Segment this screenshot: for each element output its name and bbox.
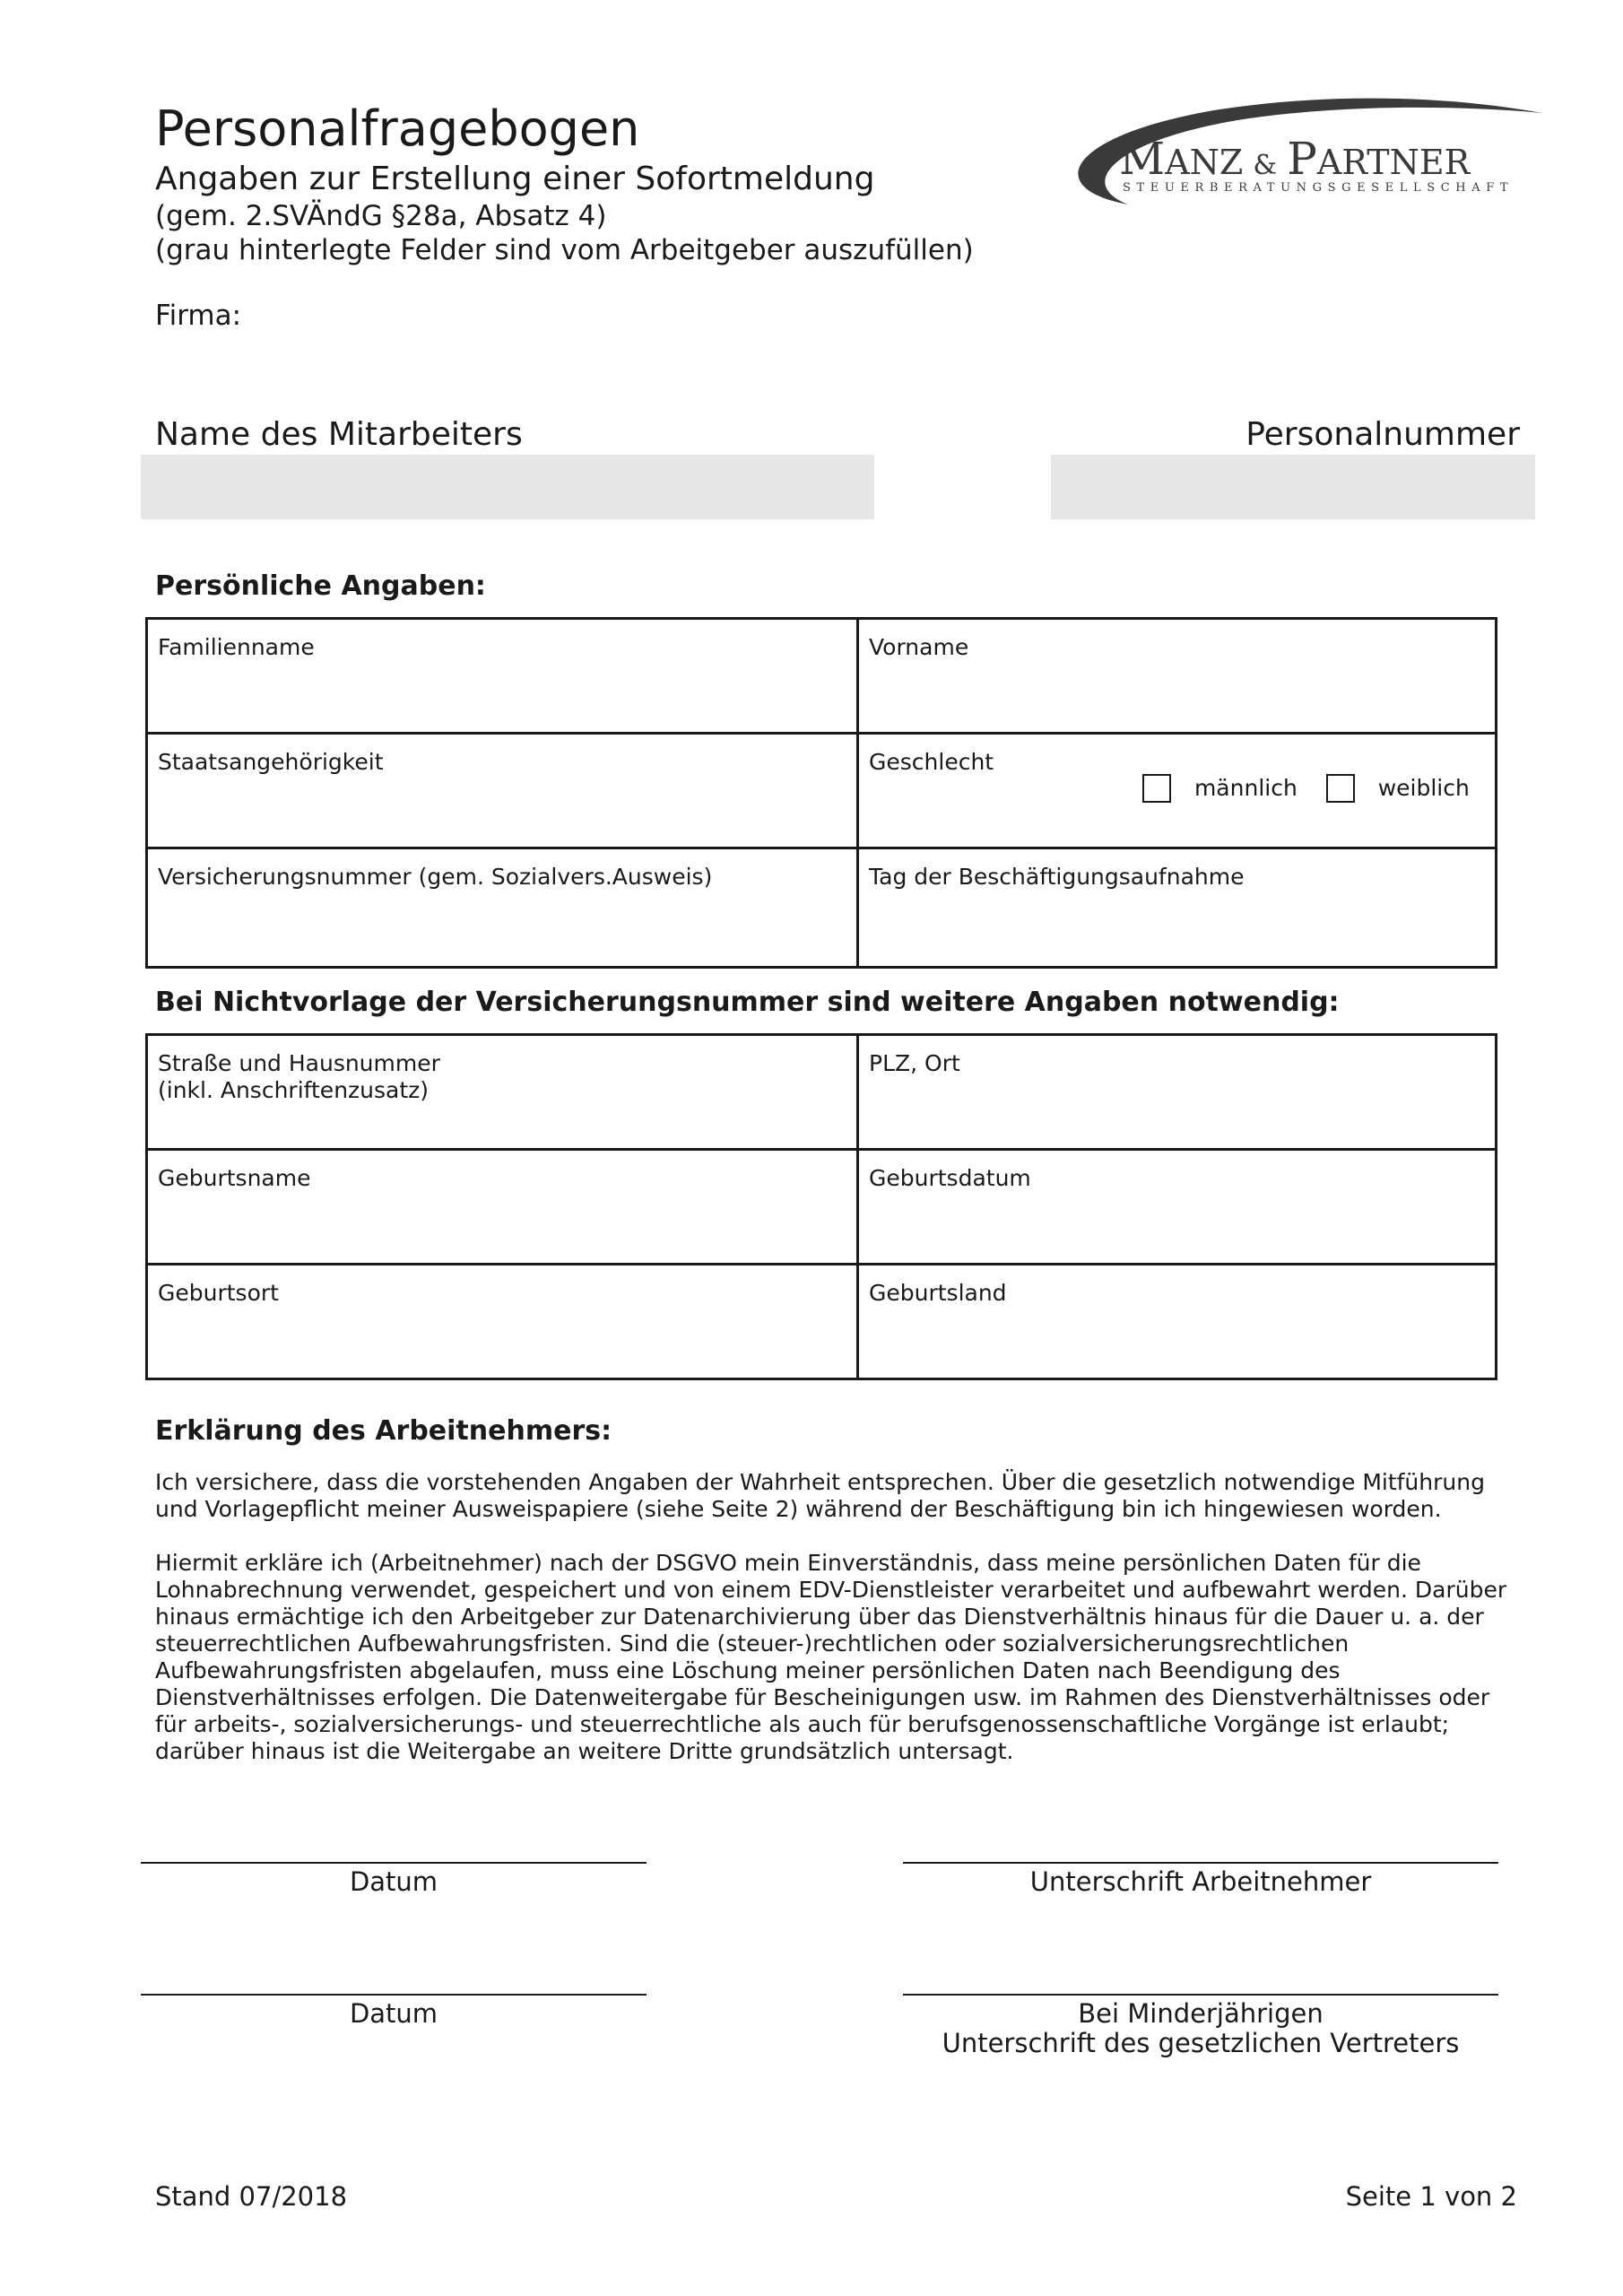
weiblich-label: weiblich <box>1377 775 1470 801</box>
employee-name-label: Name des Mitarbeiters <box>155 416 523 453</box>
logo-name: MANZ & PARTNER <box>1119 133 1471 185</box>
geburtsname-label: Geburtsname <box>158 1165 311 1191</box>
company-logo <box>1058 90 1560 215</box>
date-line-2[interactable] <box>141 1994 647 1996</box>
maennlich-label: männlich <box>1193 775 1298 801</box>
maennlich-checkbox[interactable] <box>1142 774 1171 803</box>
geburtsort-label: Geburtsort <box>158 1280 279 1306</box>
guardian-label-line1: Bei Minderjährigen <box>1078 1998 1324 2029</box>
personal-data-table <box>145 617 1497 969</box>
additional-data-heading: Bei Nichtvorlage der Versicherungsnummer sind weitere Angaben notwendig: <box>155 987 1340 1018</box>
geburtsdatum-label: Geburtsdatum <box>869 1165 1031 1191</box>
geburtsort-field[interactable] <box>147 1265 858 1379</box>
versicherungsnummer-field[interactable] <box>147 848 858 968</box>
personal-data-heading: Persönliche Angaben: <box>155 570 486 602</box>
employee-name-field[interactable] <box>141 455 874 519</box>
familienname-field[interactable] <box>147 619 858 734</box>
declaration-paragraph-1: Ich versichere, dass die vorstehenden Angaben der Wahrheit entsprechen. Über die gesetzlich notwendige Mitführung und Vorlagepflicht meiner Ausweispapiere (siehe Seite 2) während der Beschäftigung bin ich hingewiesen worden. <box>155 1469 1485 1522</box>
vorname-label: Vorname <box>869 634 969 660</box>
plz-ort-label: PLZ, Ort <box>869 1050 960 1076</box>
subtitle-text: Angaben zur Erstellung einer Sofortmeldung <box>155 161 875 197</box>
page-title: Personalfragebogen <box>155 100 640 157</box>
gray-fields-note: (grau hinterlegte Felder sind vom Arbeitgeber auszufüllen) <box>155 234 974 266</box>
versicherungsnummer-label: Versicherungsnummer (gem. Sozialvers.Ausweis) <box>158 864 713 890</box>
additional-data-table <box>145 1033 1497 1380</box>
law-reference: (gem. 2.SVÄndG §28a, Absatz 4) <box>155 200 607 232</box>
geburtsname-field[interactable] <box>147 1150 858 1265</box>
guardian-label-line2: Unterschrift des gesetzlichen Vertreters <box>942 2028 1460 2058</box>
footer-stand: Stand 07/2018 <box>155 2181 348 2212</box>
date-line-1[interactable] <box>141 1862 647 1864</box>
declaration-paragraph-2: Hiermit erkläre ich (Arbeitnehmer) nach der DSGVO mein Einverständnis, dass meine persönlichen Daten für die Lohnabrechnung verwendet, gespeichert und von einem EDV-Dienstleister verarbeitet und aufbewahrt werden. Darüber hinaus ermächtige ich den Arbeitgeber zur Datenarchivierung über das Dienstverhältnis hinaus für die Dauer u. a. der steuerrechtlichen Aufbewahrungsfristen. Sind die (steuer-)rechtlichen oder sozialversicherungsrechtlichen Aufbewahrungsfristen abgelaufen, muss eine Löschung meiner persönlichen Daten nach Beendigung des Dienstverhältnisses erfolgen. Die Datenweitergabe für Bescheinigungen usw. im Rahmen des Dienstverhältnisses oder für arbeits-, sozialversicherungs- und steuerrechtliche als auch für berufsgenossenschaftliche Vorgänge ist erlaubt; darüber hinaus ist die Weitergabe an weitere Dritte grundsätzlich untersagt. <box>155 1550 1507 1764</box>
firma-label: Firma: <box>155 300 242 332</box>
page-subtitle <box>155 160 974 267</box>
logo-tagline: STEUERBERATUNGSGESELLSCHAFT <box>1123 181 1515 195</box>
guardian-signature-line[interactable] <box>903 1994 1498 1996</box>
personnel-number-field[interactable] <box>1051 455 1535 519</box>
geschlecht-label: Geschlecht <box>869 749 994 775</box>
declaration-heading: Erklärung des Arbeitnehmers: <box>155 1415 612 1447</box>
staatsangehoerigkeit-field[interactable] <box>147 734 858 848</box>
geburtsdatum-field[interactable] <box>858 1150 1497 1265</box>
footer-page-number: Seite 1 von 2 <box>1345 2181 1517 2212</box>
guardian-signature-label <box>903 1999 1498 2058</box>
employee-signature-line[interactable] <box>903 1862 1498 1864</box>
plz-ort-field[interactable] <box>858 1035 1497 1150</box>
date-label-2: Datum <box>349 1998 438 2029</box>
employee-signature-label: Unterschrift Arbeitnehmer <box>1029 1866 1372 1897</box>
date-label-1: Datum <box>349 1866 438 1897</box>
familienname-label: Familienname <box>158 634 315 660</box>
beschaeftigungsaufnahme-field[interactable] <box>858 848 1497 968</box>
geschlecht-field <box>858 734 1497 848</box>
strasse-sublabel: (inkl. Anschriftenzusatz) <box>158 1077 430 1103</box>
geburtsland-field[interactable] <box>858 1265 1497 1379</box>
gender-options <box>1142 774 1470 803</box>
geburtsland-label: Geburtsland <box>869 1280 1007 1306</box>
strasse-label: Straße und Hausnummer <box>158 1050 440 1076</box>
weiblich-checkbox[interactable] <box>1326 774 1355 803</box>
personnel-number-label: Personalnummer <box>1245 416 1520 453</box>
beschaeftigungsaufnahme-label: Tag der Beschäftigungsaufnahme <box>869 864 1245 890</box>
vorname-field[interactable] <box>858 619 1497 734</box>
strasse-field[interactable] <box>147 1035 858 1150</box>
staatsangehoerigkeit-label: Staatsangehörigkeit <box>158 749 384 775</box>
